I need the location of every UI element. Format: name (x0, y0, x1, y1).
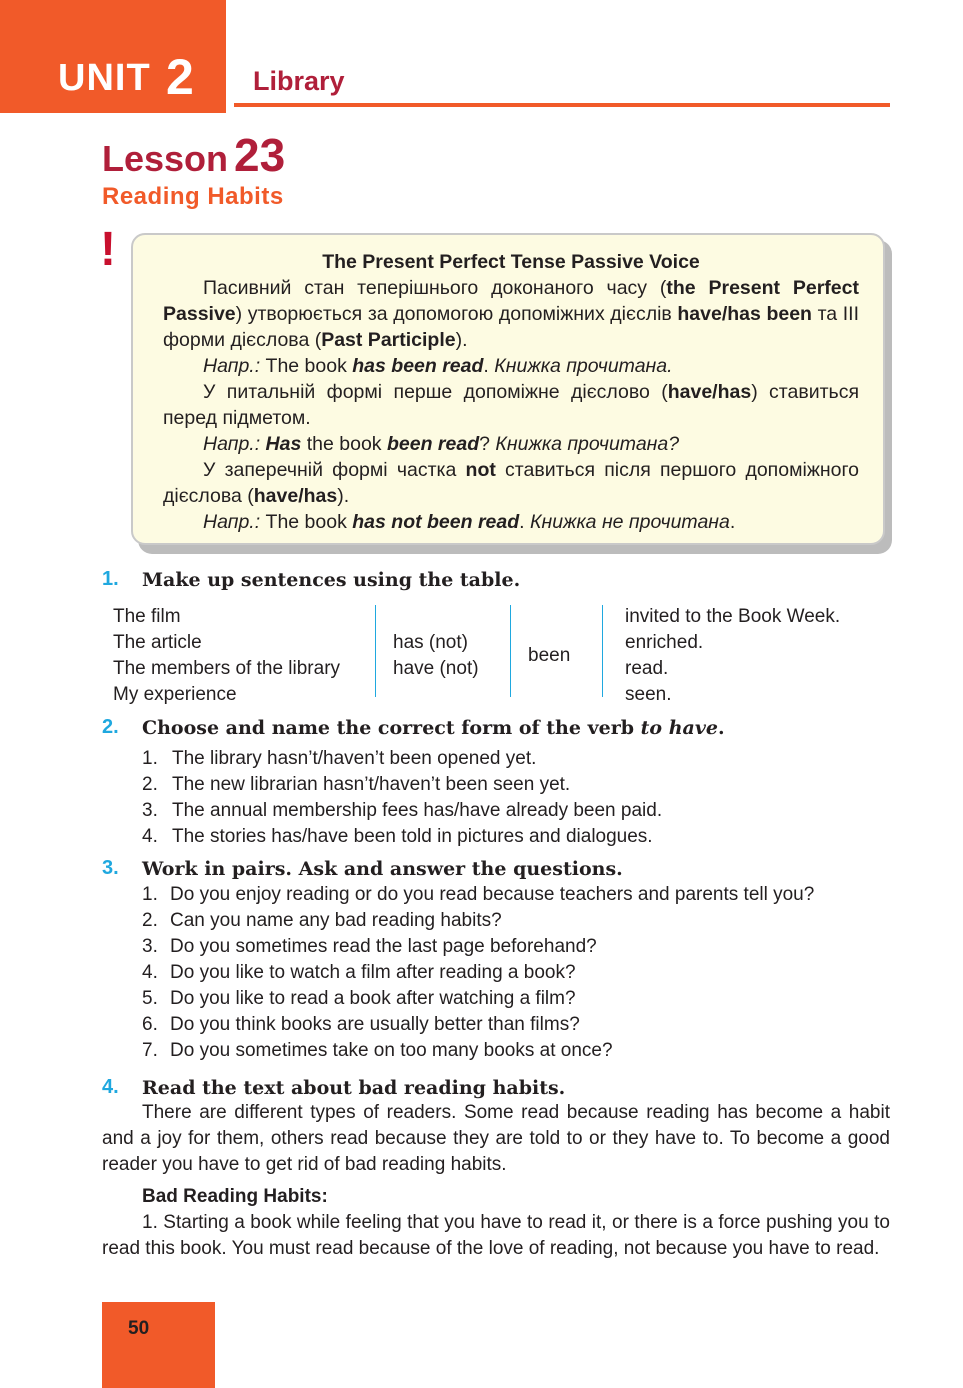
bad-habit-item-1: 1. Starting a book while feeling that you have to read it, or there is a force pushing you to read this book. You must read because of the love of reading, not because you have to read. (102, 1212, 890, 1259)
exercise-4-number: 4. (102, 1076, 119, 1098)
table-cell: been (528, 645, 571, 666)
list-item: 6. Do you think books are usually better than films? (142, 1014, 580, 1035)
table-divider (510, 605, 511, 697)
table-column-been (528, 643, 570, 669)
table-divider (375, 605, 376, 697)
table-column-subjects (113, 604, 340, 708)
table-cell: invited to the Book Week. (625, 606, 841, 627)
list-item: 2. Can you name any bad reading habits? (142, 910, 502, 931)
exercise-4-intro: There are different types of readers. Some read because reading has become a habit and a joy for them, others read because they are told to or they have to. To become a good reader you have to get rid of bad reading habits. (102, 1102, 890, 1175)
exercise-2-title: Choose and name the correct form of the verb to have. (142, 717, 725, 739)
exercise-2-list (142, 746, 662, 850)
list-item: 2. The new librarian hasn’t/haven’t been seen yet. (142, 774, 571, 795)
table-cell: have (not) (393, 658, 479, 679)
table-column-participles (625, 604, 840, 708)
rule-example-2: Напр.: Has the book been read? Книжка прочитана? (203, 433, 680, 455)
exercise-1-title: Make up sentences using the table. (142, 569, 521, 591)
grammar-rule-box (131, 233, 885, 545)
exercise-4-title: Read the text about bad reading habits. (142, 1077, 566, 1099)
table-cell: The film (113, 606, 181, 627)
list-item: 1. Do you enjoy reading or do you read because teachers and parents tell you? (142, 884, 815, 905)
lesson-number: 23 (234, 129, 286, 181)
list-item: 5. Do you like to read a book after watching a film? (142, 988, 576, 1009)
table-cell: enriched. (625, 632, 704, 653)
exercise-3-list (142, 882, 814, 1064)
list-item: 4. The stories has/have been told in pictures and dialogues. (142, 826, 653, 847)
rule-paragraph-1: Пасивний стан теперішнього доконаного часу (the Present Perfect Passive) утворюється за допомогою допоміжних дієслів have/has been та III форми дієслова (Past Participle). (163, 277, 860, 351)
unit-label: UNIT (58, 57, 151, 99)
rule-paragraph-2: У питальній формі перше допоміжне дієслово (have/has) ставиться перед підметом. (163, 381, 860, 429)
exercise-3-title: Work in pairs. Ask and answer the questions. (142, 858, 623, 880)
lesson-heading (102, 128, 285, 182)
page-number: 50 (128, 1318, 150, 1339)
exercise-1-number: 1. (102, 568, 119, 590)
table-cell: seen. (625, 684, 672, 705)
exercise-3-number: 3. (102, 857, 119, 879)
list-item: 4. Do you like to watch a film after reading a book? (142, 962, 576, 983)
table-cell: The members of the library (113, 658, 341, 679)
exclamation-icon: ! (100, 223, 116, 276)
rule-example-3: Напр.: The book has not been read. Книжка не прочитана. (203, 511, 736, 533)
rule-example-1: Напр.: The book has been read. Книжка прочитана. (203, 355, 673, 377)
list-item: 3. The annual membership fees has/have already been paid. (142, 800, 663, 821)
table-cell: has (not) (393, 632, 468, 653)
unit-title: Library (253, 66, 345, 96)
list-item: 1. The library hasn’t/haven’t been opened yet. (142, 748, 537, 769)
lesson-word: Lesson (102, 138, 229, 179)
unit-number: 2 (166, 49, 194, 105)
rule-title: The Present Perfect Tense Passive Voice (322, 251, 700, 273)
rule-paragraph-3: У заперечній формі частка not ставиться після першого допоміжного дієслова (have/has). (163, 459, 860, 507)
header-divider (234, 103, 890, 107)
table-cell: The article (113, 632, 202, 653)
table-divider (602, 605, 603, 697)
exercise-2-number: 2. (102, 716, 119, 738)
list-item: 7. Do you sometimes take on too many books at once? (142, 1040, 613, 1061)
list-item: 3. Do you sometimes read the last page beforehand? (142, 936, 597, 957)
table-cell: read. (625, 658, 669, 679)
table-cell: My experience (113, 684, 237, 705)
bad-habits-heading: Bad Reading Habits: (142, 1186, 328, 1207)
lesson-subtitle: Reading Habits (102, 183, 284, 210)
page-number-box (102, 1302, 215, 1388)
table-column-auxiliary (393, 630, 479, 682)
